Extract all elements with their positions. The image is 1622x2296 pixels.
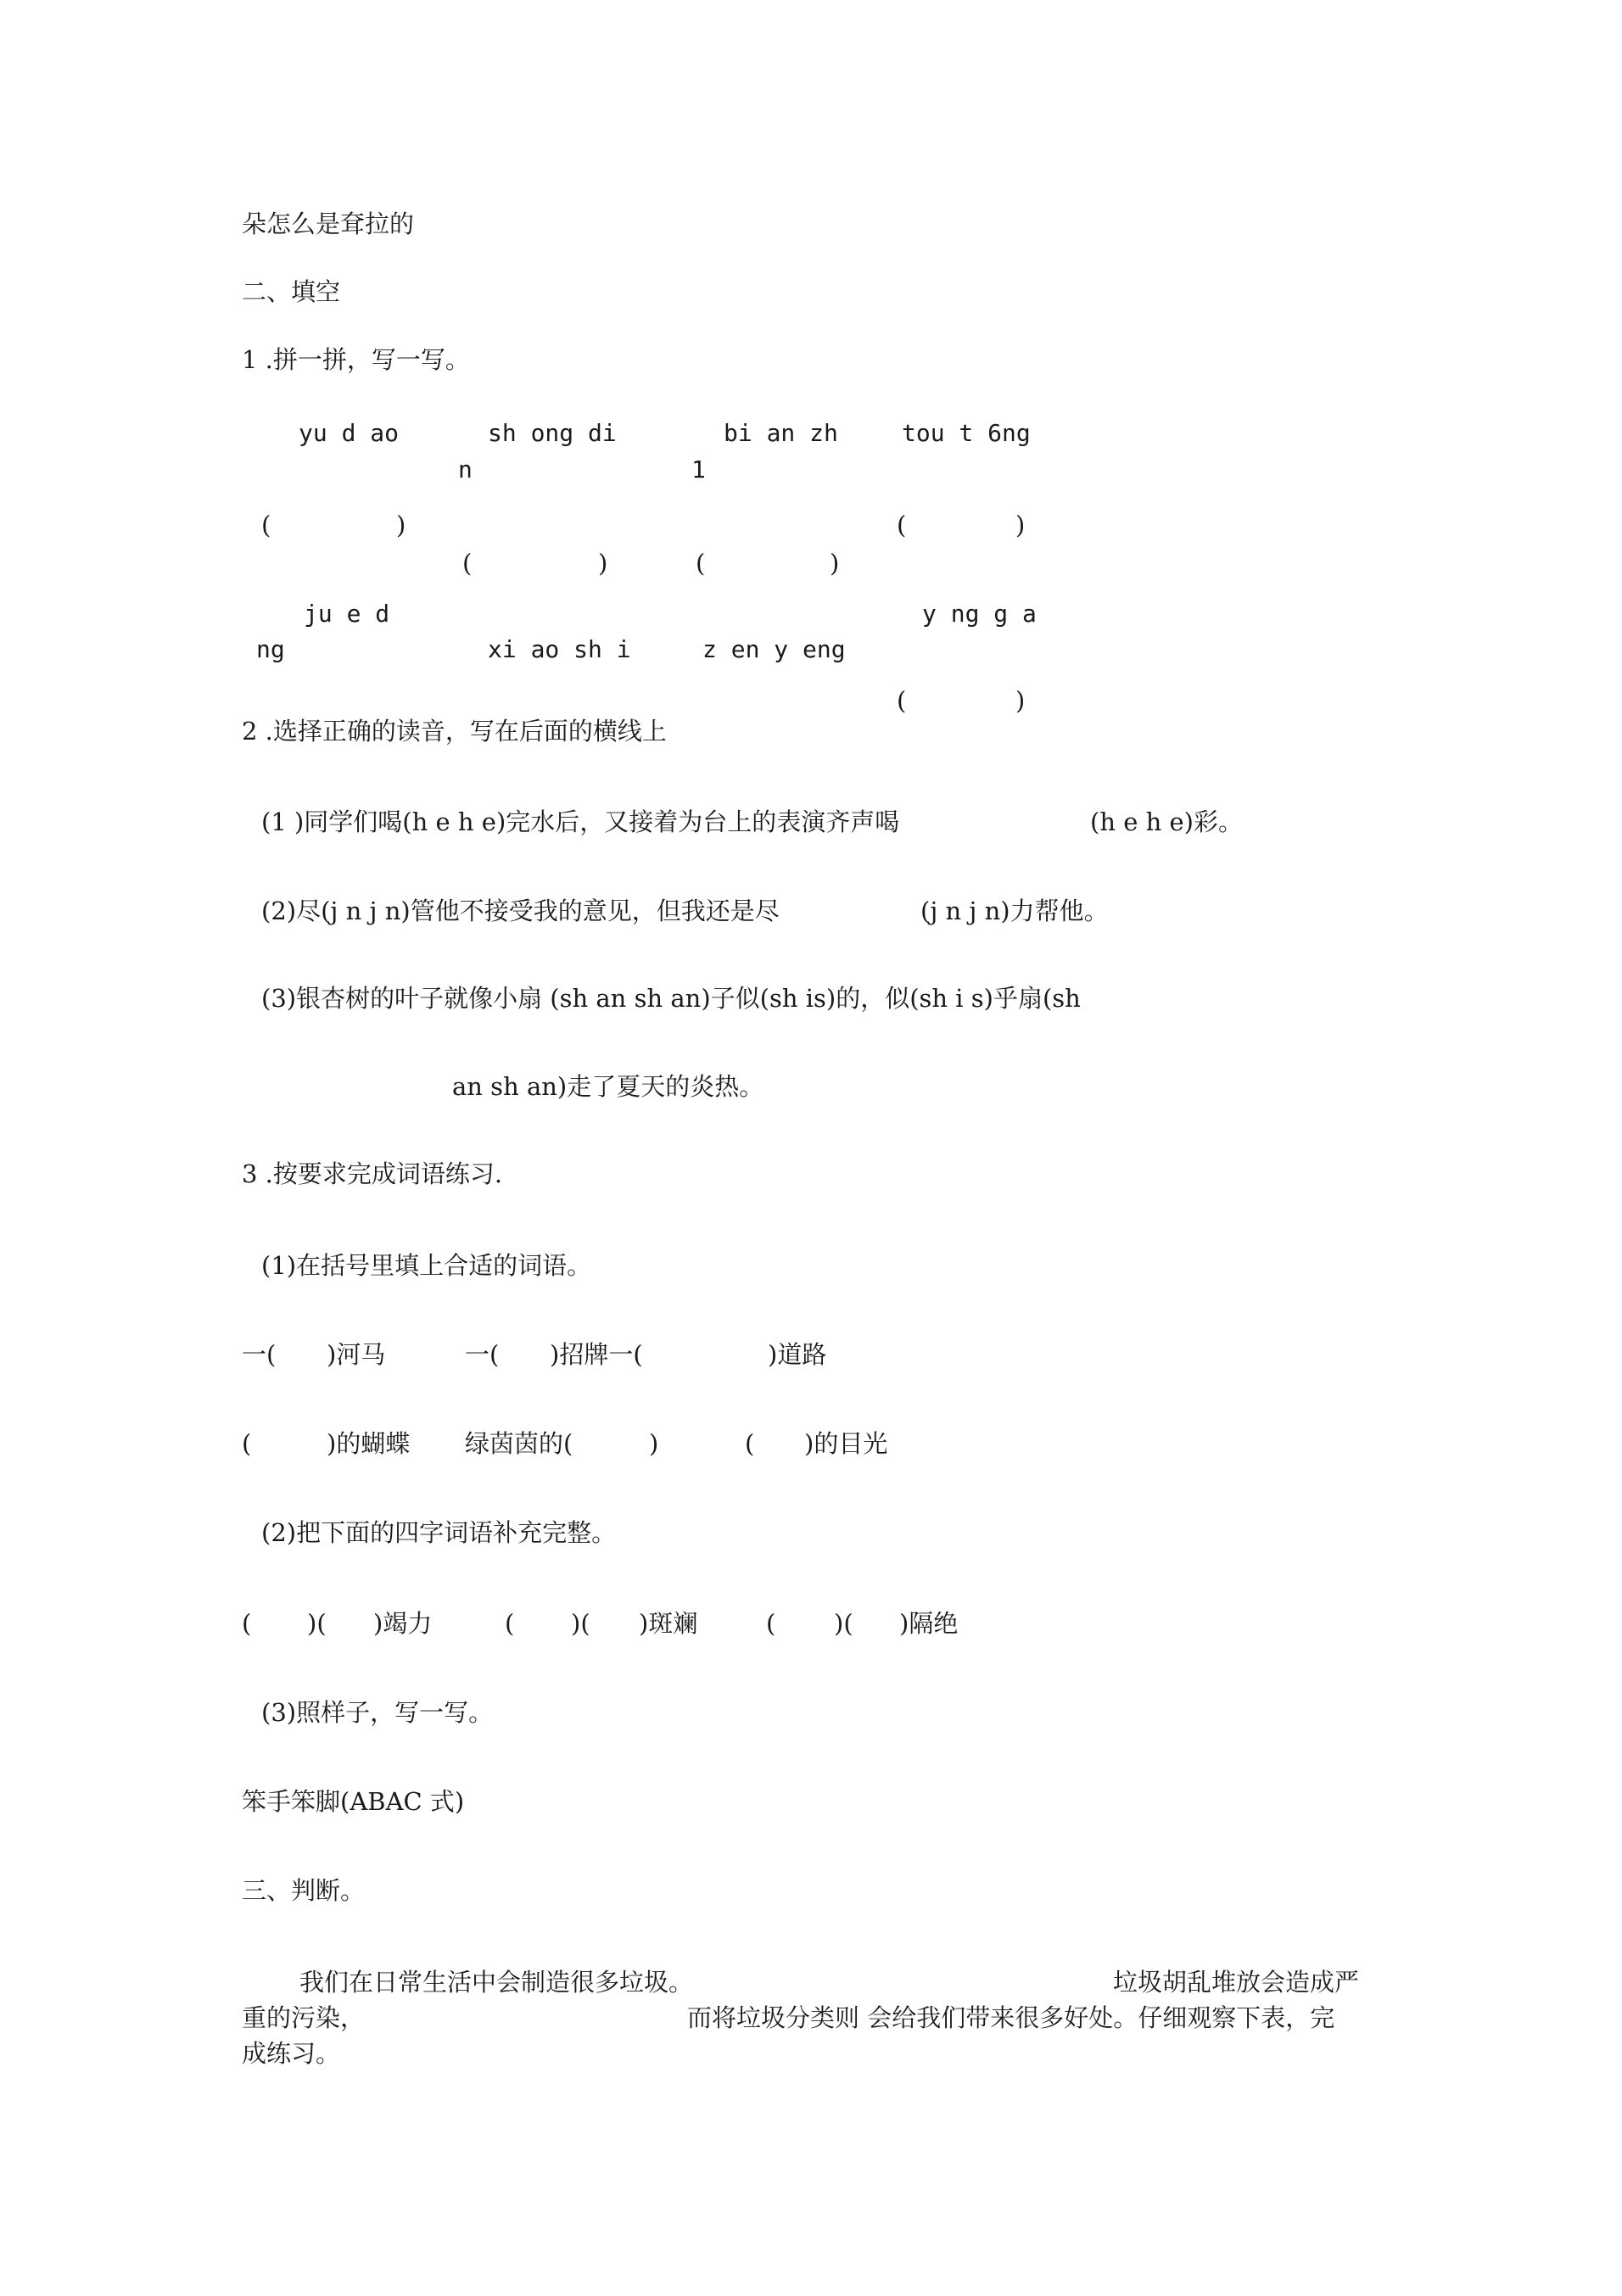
section-two-heading: 二、填空 xyxy=(242,277,341,306)
answer-paren-open: ( xyxy=(897,511,907,539)
pinyin-yongga: y ng g a xyxy=(922,600,1037,628)
fill-blank: ( xyxy=(745,1429,755,1458)
fill-blank: )招牌一( xyxy=(550,1340,643,1369)
paragraph-line-2-tail: 而将垃圾分类则 会给我们带来很多好处。仔细观察下表，完 xyxy=(687,2003,1335,2032)
pinyin-shongdi: sh ong di xyxy=(488,419,617,447)
q2-item-2: (2)尽(j n j n)管他不接受我的意见，但我还是尽 xyxy=(261,897,780,925)
answer-paren-close: ) xyxy=(1015,686,1026,715)
q3-sub-3: (3)照样子，写一写。 xyxy=(261,1698,494,1727)
answer-paren-close: ) xyxy=(598,549,608,578)
fill-blank: )斑斓 xyxy=(639,1609,698,1638)
q2-item-3: (3)银杏树的叶子就像小扇 (sh an sh an)子似(sh is)的，似(sh i s)乎扇(sh xyxy=(261,984,1081,1013)
fill-blank: )( xyxy=(834,1609,853,1638)
q3-sub-2: (2)把下面的四字词语补充完整。 xyxy=(261,1518,617,1547)
answer-paren-open: ( xyxy=(261,511,271,539)
pinyin-zenyang: z en y eng xyxy=(702,635,846,663)
section-three-heading: 三、判断。 xyxy=(242,1876,366,1905)
fill-blank: ( xyxy=(766,1609,776,1638)
q2-item-2-tail: (j n j n)力帮他。 xyxy=(920,897,1109,925)
pinyin-xiaoshi: xi ao sh i xyxy=(488,635,631,663)
pinyin-yudao: yu d ao xyxy=(299,419,400,447)
paragraph-line-2: 重的污染， xyxy=(242,2003,366,2032)
q2-item-1: (1 )同学们喝(h e h e)完水后，又接着为台上的表演齐声喝 xyxy=(261,807,900,836)
pinyin-bianzh: bi an zh xyxy=(724,419,838,447)
fill-blank: )( xyxy=(307,1609,327,1638)
fill-blank: ) xyxy=(649,1429,659,1458)
answer-paren-close: ) xyxy=(1015,511,1026,539)
answer-paren-open: ( xyxy=(696,549,706,578)
fill-blank: )河马 xyxy=(327,1340,386,1369)
answer-paren-open: ( xyxy=(897,686,907,715)
fill-blank: )( xyxy=(571,1609,590,1638)
question-2-title: 2 .选择正确的读音，写在后面的横线上 xyxy=(242,717,667,746)
fill-blank: ( xyxy=(242,1609,252,1638)
pinyin-juedng-wrap: ng xyxy=(256,635,285,663)
answer-paren-close: ) xyxy=(830,549,840,578)
paragraph-line-1-tail: 垃圾胡乱堆放会造成严 xyxy=(1113,1968,1360,1997)
example-word: 笨手笨脚(ABAC 式) xyxy=(242,1787,465,1816)
fill-blank: )竭力 xyxy=(373,1609,433,1638)
fill-blank: ( xyxy=(505,1609,515,1638)
pinyin-toutong: tou t 6ng xyxy=(902,419,1031,447)
paragraph-line-1: 我们在日常生活中会制造很多垃圾。 xyxy=(299,1968,694,1997)
pinyin-juedng: ju e d xyxy=(304,600,390,628)
answer-paren-close: ) xyxy=(396,511,406,539)
pinyin-wrap-n: n xyxy=(458,455,473,483)
fill-blank: 绿茵茵的( xyxy=(465,1429,573,1458)
continued-text-line: 朵怎么是耷拉的 xyxy=(242,209,415,238)
q2-item-1-tail: (h e h e)彩。 xyxy=(1090,807,1243,836)
q3-sub-1: (1)在括号里填上合适的词语。 xyxy=(261,1251,592,1280)
fill-blank: 一( xyxy=(465,1340,500,1369)
answer-paren-open: ( xyxy=(462,549,473,578)
fill-blank: )的蝴蝶 xyxy=(327,1429,411,1458)
fill-blank: ( xyxy=(242,1429,252,1458)
fill-blank: )的目光 xyxy=(804,1429,888,1458)
pinyin-wrap-1: 1 xyxy=(691,455,706,483)
question-3-title: 3 .按要求完成词语练习. xyxy=(242,1159,503,1188)
fill-blank: )道路 xyxy=(768,1340,827,1369)
question-1-title: 1 .拼一拼，写一写。 xyxy=(242,345,470,374)
paragraph-line-3: 成练习。 xyxy=(242,2039,341,2068)
q2-item-3-continued: an sh an)走了夏天的炎热。 xyxy=(452,1072,764,1101)
fill-blank: 一( xyxy=(242,1340,277,1369)
fill-blank: )隔绝 xyxy=(899,1609,959,1638)
